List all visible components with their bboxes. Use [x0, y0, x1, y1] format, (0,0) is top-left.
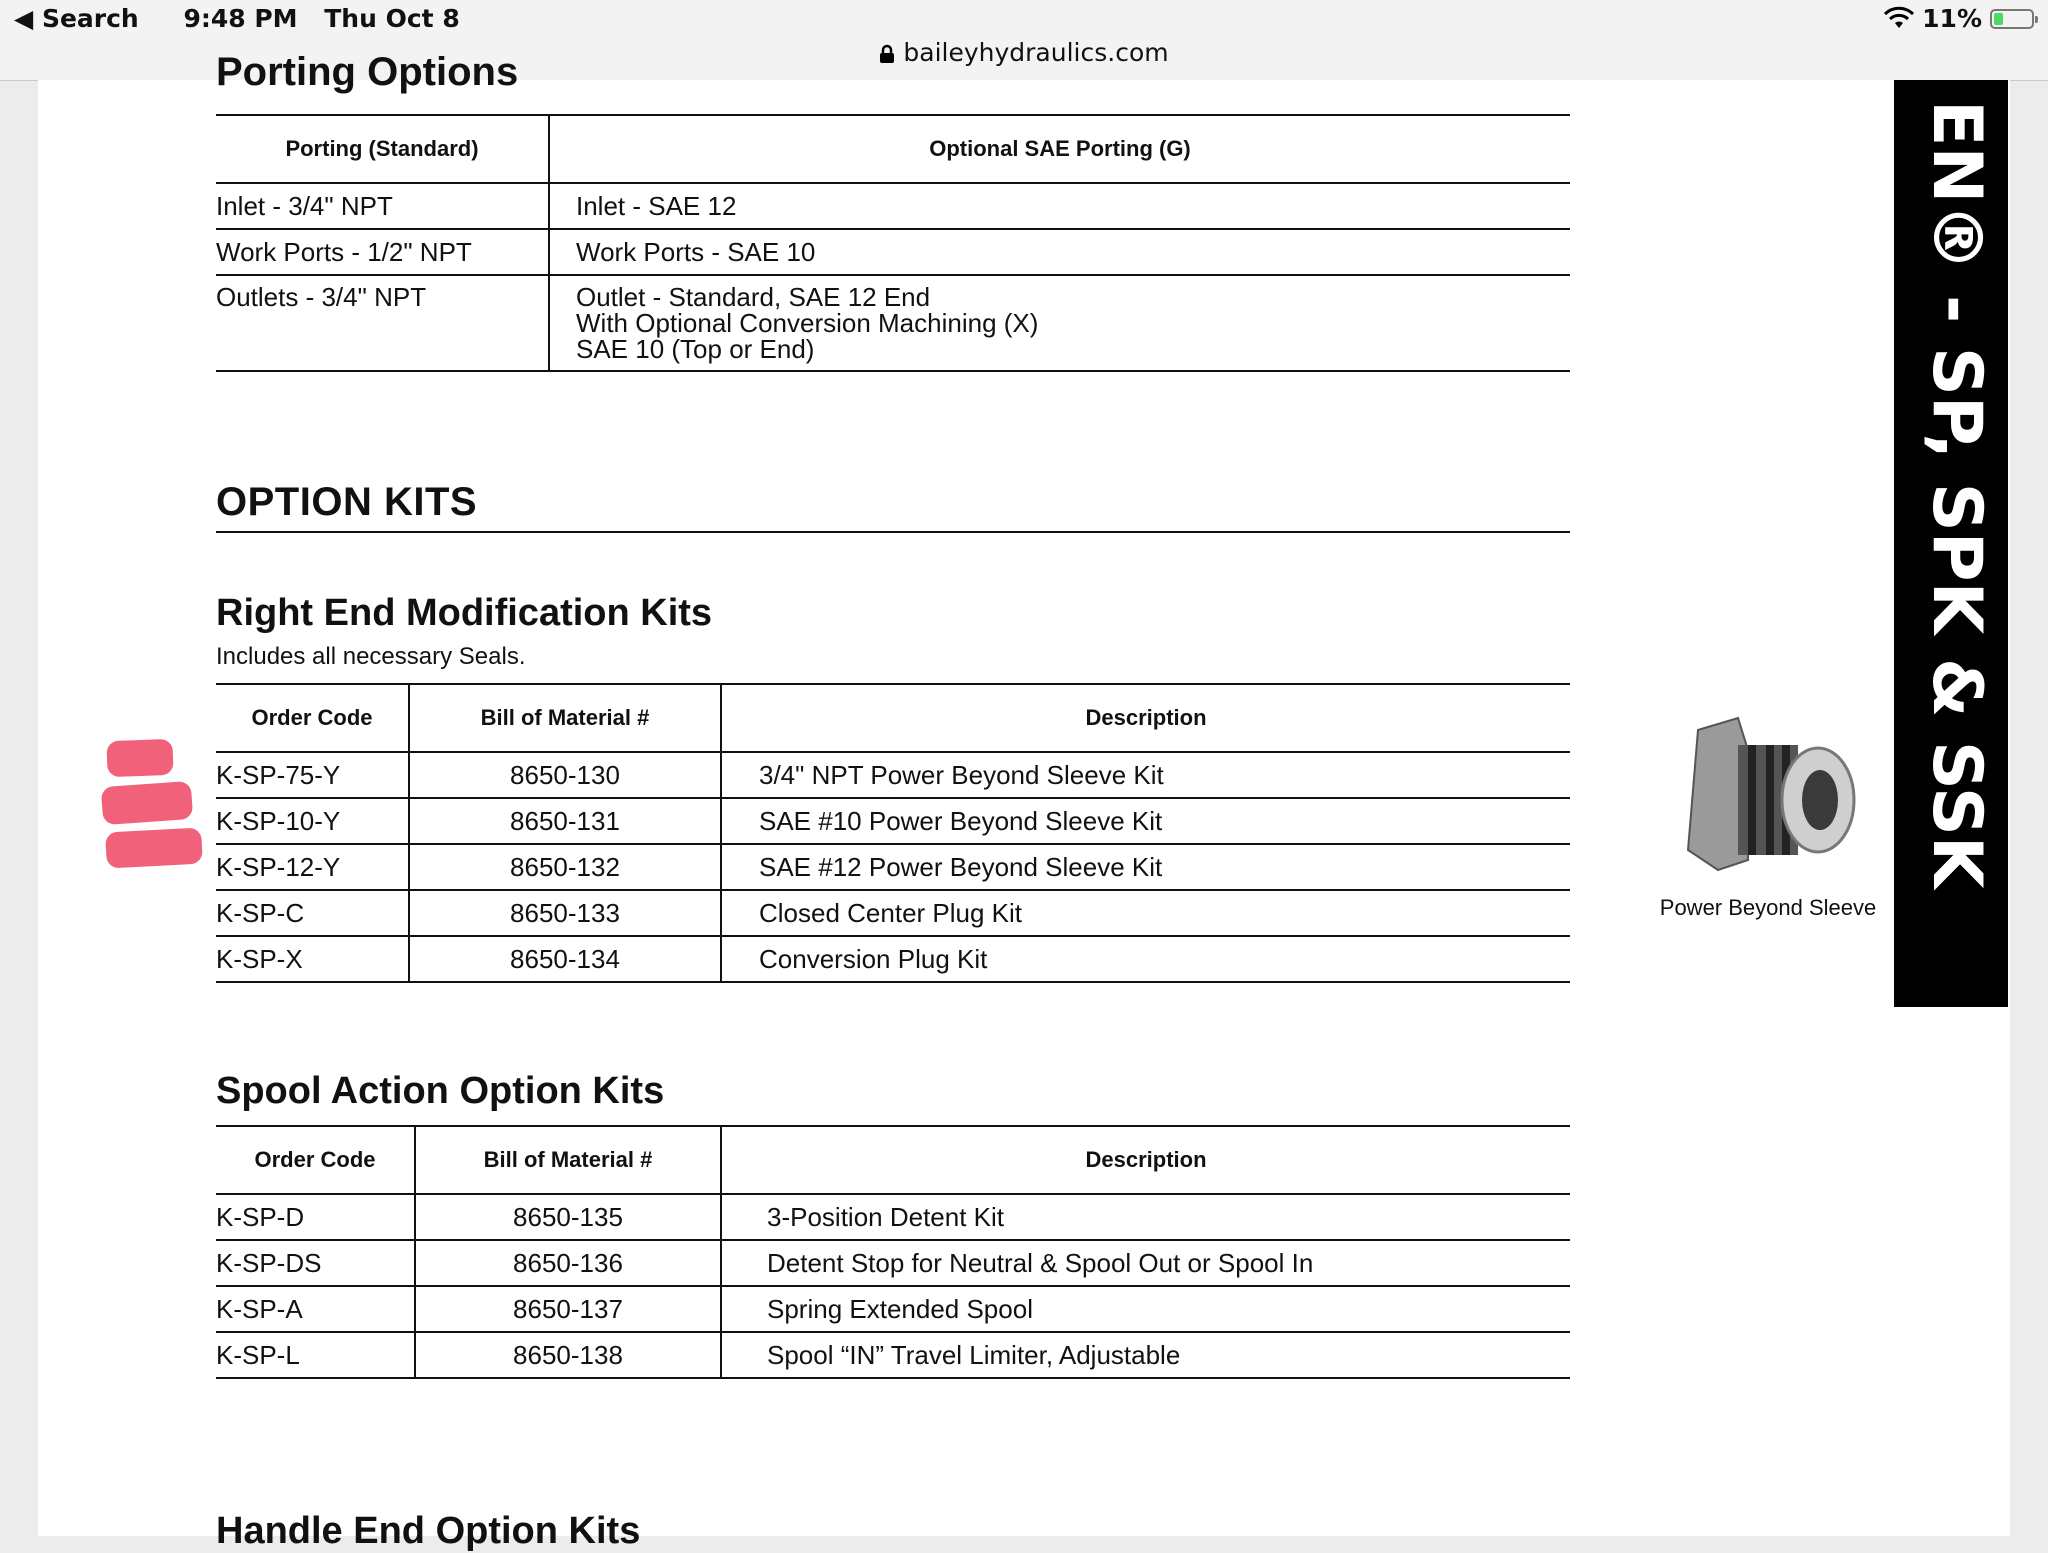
- porting-cell-multiline: [549, 275, 1570, 371]
- table-row: [216, 1194, 1570, 1240]
- bom-number: 8650-137: [415, 1286, 721, 1332]
- porting-standard-header: Porting (Standard): [216, 115, 549, 183]
- order-code-header: Order Code: [216, 1126, 415, 1194]
- description: Detent Stop for Neutral & Spool Out or Spool In: [721, 1240, 1570, 1286]
- bom-header: Bill of Material #: [415, 1126, 721, 1194]
- side-tab: [1894, 80, 2008, 1007]
- table-row: [216, 844, 1570, 890]
- status-date: Thu Oct 8: [324, 4, 460, 33]
- description: Spool “IN” Travel Limiter, Adjustable: [721, 1332, 1570, 1378]
- description: SAE #12 Power Beyond Sleeve Kit: [721, 844, 1570, 890]
- porting-options-section: [216, 114, 1570, 372]
- order-code: K-SP-L: [216, 1332, 415, 1378]
- table-row: [216, 229, 1570, 275]
- bom-number: 8650-130: [409, 752, 721, 798]
- bom-header: Bill of Material #: [409, 684, 721, 752]
- status-right: [1884, 4, 2034, 33]
- battery-fill: [1994, 13, 2003, 25]
- bom-number: 8650-134: [409, 936, 721, 982]
- bom-number: 8650-138: [415, 1332, 721, 1378]
- spool-action-section: [216, 1070, 1570, 1379]
- product-caption: Power Beyond Sleeve: [1659, 895, 1877, 920]
- power-beyond-sleeve-image: [1678, 710, 1858, 880]
- status-left: [14, 4, 478, 33]
- bom-number: 8650-135: [415, 1194, 721, 1240]
- spool-action-title: Spool Action Option Kits: [216, 1070, 665, 1112]
- description-header: Description: [721, 1126, 1570, 1194]
- battery-icon: [1990, 9, 2034, 29]
- order-code: K-SP-DS: [216, 1240, 415, 1286]
- description: Spring Extended Spool: [721, 1286, 1570, 1332]
- highlight-marks: [62, 660, 212, 890]
- spool-action-table: [216, 1125, 1570, 1379]
- option-kits-heading: OPTION KITS: [216, 480, 478, 524]
- table-row: [216, 275, 1570, 371]
- back-to-search[interactable]: ◀ Search: [14, 4, 139, 33]
- table-row: [216, 752, 1570, 798]
- description-header: Description: [721, 684, 1570, 752]
- table-row: [216, 183, 1570, 229]
- porting-options-heading: Porting Options: [216, 50, 519, 94]
- porting-cell: Inlet - 3/4" NPT: [216, 191, 393, 221]
- right-end-subtitle: Includes all necessary Seals.: [216, 643, 526, 670]
- table-row: [216, 798, 1570, 844]
- right-end-table: [216, 683, 1570, 983]
- order-code-header: Order Code: [216, 684, 409, 752]
- order-code: K-SP-A: [216, 1286, 415, 1332]
- order-code: K-SP-12-Y: [216, 844, 409, 890]
- url-text: baileyhydraulics.com: [903, 38, 1169, 67]
- order-code: K-SP-C: [216, 890, 409, 936]
- option-kits-section: [216, 480, 1570, 533]
- table-row: [216, 1240, 1570, 1286]
- side-tab-label: EN® - SP, SPK & SSK: [1917, 100, 1996, 889]
- porting-line: With Optional Conversion Machining (X): [576, 308, 1039, 338]
- porting-cell: Work Ports - SAE 10: [549, 229, 1570, 275]
- bom-number: 8650-136: [415, 1240, 721, 1286]
- bom-number: 8650-132: [409, 844, 721, 890]
- lock-icon: [879, 44, 895, 64]
- table-row: [216, 1286, 1570, 1332]
- porting-sae-header: Optional SAE Porting (G): [549, 115, 1570, 183]
- description: Closed Center Plug Kit: [721, 890, 1570, 936]
- handle-end-title: Handle End Option Kits: [216, 1510, 641, 1552]
- bom-number: 8650-133: [409, 890, 721, 936]
- order-code: K-SP-D: [216, 1202, 305, 1232]
- porting-line: SAE 10 (Top or End): [576, 334, 815, 364]
- porting-cell: Inlet - SAE 12: [549, 183, 1570, 229]
- order-code: K-SP-X: [216, 936, 409, 982]
- table-row: [216, 890, 1570, 936]
- right-end-section: [216, 592, 1570, 983]
- description: 3/4" NPT Power Beyond Sleeve Kit: [721, 752, 1570, 798]
- order-code: K-SP-10-Y: [216, 798, 409, 844]
- table-row: [216, 936, 1570, 982]
- wifi-icon: [1884, 8, 1914, 30]
- bom-number: 8650-131: [409, 798, 721, 844]
- back-label: Search: [41, 4, 139, 33]
- right-end-title: Right End Modification Kits: [216, 592, 713, 634]
- status-time: 9:48 PM: [183, 4, 298, 33]
- porting-cell: Work Ports - 1/2" NPT: [216, 229, 549, 275]
- porting-table: [216, 114, 1570, 372]
- product-figure: [1648, 710, 1888, 921]
- description: 3-Position Detent Kit: [721, 1194, 1570, 1240]
- porting-cell: Outlets - 3/4" NPT: [216, 275, 549, 371]
- porting-line: Outlet - Standard, SAE 12 End: [576, 282, 931, 312]
- order-code: K-SP-75-Y: [216, 760, 341, 790]
- table-row: [216, 1332, 1570, 1378]
- description: SAE #10 Power Beyond Sleeve Kit: [721, 798, 1570, 844]
- battery-percent: 11%: [1922, 4, 1982, 33]
- description: Conversion Plug Kit: [721, 936, 1570, 982]
